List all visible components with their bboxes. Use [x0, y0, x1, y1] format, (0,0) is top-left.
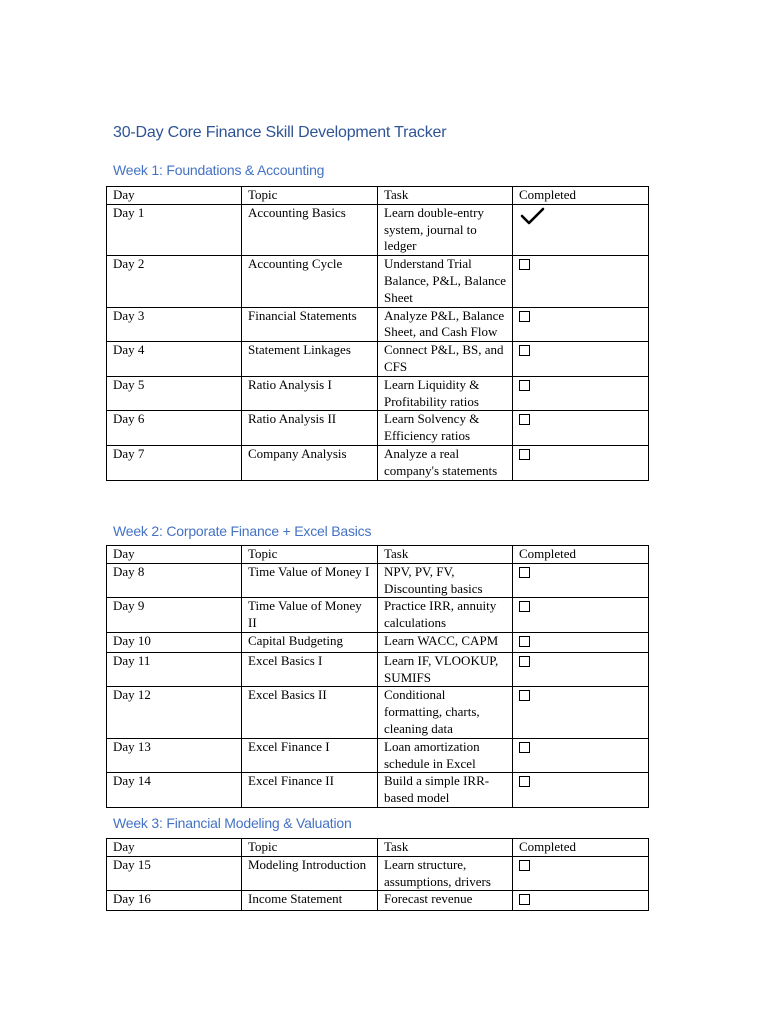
task-cell: Learn WACC, CAPM [378, 632, 513, 652]
table-row [107, 856, 649, 891]
document-title: 30-Day Core Finance Skill Development Tracker [113, 124, 447, 141]
topic-cell: Accounting Cycle [242, 256, 378, 307]
checkbox-icon[interactable] [519, 690, 530, 701]
column-header-task: Task [378, 839, 513, 857]
completed-cell [513, 204, 649, 255]
completed-cell [513, 563, 649, 598]
topic-cell: Excel Finance II [242, 773, 378, 808]
checkbox-icon[interactable] [519, 776, 530, 787]
table-row [107, 445, 649, 480]
topic-cell: Modeling Introduction [242, 856, 378, 891]
day-cell: Day 1 [107, 204, 242, 255]
day-cell: Day 5 [107, 376, 242, 411]
topic-cell: Company Analysis [242, 445, 378, 480]
table-row [107, 598, 649, 633]
day-cell: Day 6 [107, 411, 242, 446]
day-cell: Day 11 [107, 652, 242, 687]
completed-cell [513, 773, 649, 808]
checkbox-icon[interactable] [519, 311, 530, 322]
checkbox-icon[interactable] [519, 259, 530, 270]
topic-cell: Financial Statements [242, 307, 378, 342]
column-header-day: Day [107, 187, 242, 205]
day-cell: Day 14 [107, 773, 242, 808]
task-cell: Loan amortization schedule in Excel [378, 738, 513, 773]
completed-cell [513, 856, 649, 891]
table-row [107, 256, 649, 307]
week-3-heading: Week 3: Financial Modeling & Valuation [113, 815, 352, 831]
completed-cell [513, 598, 649, 633]
topic-cell: Excel Basics I [242, 652, 378, 687]
completed-cell [513, 342, 649, 377]
task-cell: Learn Solvency & Efficiency ratios [378, 411, 513, 446]
task-cell: Learn Liquidity & Profitability ratios [378, 376, 513, 411]
column-header-completed: Completed [513, 187, 649, 205]
table-row [107, 687, 649, 738]
completed-cell [513, 632, 649, 652]
completed-cell [513, 445, 649, 480]
checkbox-icon[interactable] [519, 860, 530, 871]
task-cell: NPV, PV, FV, Discounting basics [378, 563, 513, 598]
table-row [107, 204, 649, 255]
task-cell: Analyze a real company's statements [378, 445, 513, 480]
day-cell: Day 9 [107, 598, 242, 633]
week-2-heading: Week 2: Corporate Finance + Excel Basics [113, 523, 372, 539]
table-row [107, 891, 649, 911]
day-cell: Day 15 [107, 856, 242, 891]
checkbox-icon[interactable] [519, 414, 530, 425]
week-1-heading: Week 1: Foundations & Accounting [113, 162, 325, 178]
day-cell: Day 12 [107, 687, 242, 738]
topic-cell: Statement Linkages [242, 342, 378, 377]
completed-cell [513, 738, 649, 773]
task-cell: Practice IRR, annuity calculations [378, 598, 513, 633]
week-3-table [106, 838, 649, 911]
table-header-row [107, 546, 649, 564]
completed-cell [513, 891, 649, 911]
column-header-completed: Completed [513, 546, 649, 564]
table-row [107, 773, 649, 808]
checkbox-icon[interactable] [519, 380, 530, 391]
task-cell: Understand Trial Balance, P&L, Balance Sheet [378, 256, 513, 307]
task-cell: Build a simple IRR-based model [378, 773, 513, 808]
day-cell: Day 16 [107, 891, 242, 911]
week-1-table [106, 186, 649, 481]
day-cell: Day 3 [107, 307, 242, 342]
checkbox-icon[interactable] [519, 449, 530, 460]
task-cell: Connect P&L, BS, and CFS [378, 342, 513, 377]
task-cell: Learn structure, assumptions, drivers [378, 856, 513, 891]
table-row [107, 632, 649, 652]
topic-cell: Income Statement [242, 891, 378, 911]
day-cell: Day 2 [107, 256, 242, 307]
day-cell: Day 8 [107, 563, 242, 598]
completed-cell [513, 256, 649, 307]
topic-cell: Excel Basics II [242, 687, 378, 738]
column-header-day: Day [107, 839, 242, 857]
topic-cell: Ratio Analysis II [242, 411, 378, 446]
task-cell: Learn double-entry system, journal to ledger [378, 204, 513, 255]
day-cell: Day 13 [107, 738, 242, 773]
checkbox-icon[interactable] [519, 656, 530, 667]
checkmark-icon[interactable] [519, 206, 545, 231]
checkbox-icon[interactable] [519, 601, 530, 612]
topic-cell: Accounting Basics [242, 204, 378, 255]
topic-cell: Time Value of Money II [242, 598, 378, 633]
column-header-topic: Topic [242, 546, 378, 564]
topic-cell: Time Value of Money I [242, 563, 378, 598]
column-header-topic: Topic [242, 187, 378, 205]
completed-cell [513, 652, 649, 687]
completed-cell [513, 411, 649, 446]
column-header-day: Day [107, 546, 242, 564]
week-2-table [106, 545, 649, 808]
column-header-task: Task [378, 546, 513, 564]
table-header-row [107, 187, 649, 205]
table-row [107, 411, 649, 446]
day-cell: Day 7 [107, 445, 242, 480]
task-cell: Forecast revenue [378, 891, 513, 911]
day-cell: Day 4 [107, 342, 242, 377]
completed-cell [513, 307, 649, 342]
table-header-row [107, 839, 649, 857]
column-header-task: Task [378, 187, 513, 205]
task-cell: Analyze P&L, Balance Sheet, and Cash Flow [378, 307, 513, 342]
completed-cell [513, 687, 649, 738]
table-row [107, 376, 649, 411]
table-row [107, 342, 649, 377]
table-row [107, 738, 649, 773]
table-row [107, 563, 649, 598]
table-row [107, 652, 649, 687]
topic-cell: Capital Budgeting [242, 632, 378, 652]
column-header-completed: Completed [513, 839, 649, 857]
checkbox-icon[interactable] [519, 894, 530, 905]
completed-cell [513, 376, 649, 411]
task-cell: Learn IF, VLOOKUP, SUMIFS [378, 652, 513, 687]
topic-cell: Ratio Analysis I [242, 376, 378, 411]
column-header-topic: Topic [242, 839, 378, 857]
task-cell: Conditional formatting, charts, cleaning data [378, 687, 513, 738]
checkbox-icon[interactable] [519, 742, 530, 753]
table-row [107, 307, 649, 342]
checkbox-icon[interactable] [519, 636, 530, 647]
topic-cell: Excel Finance I [242, 738, 378, 773]
checkbox-icon[interactable] [519, 567, 530, 578]
checkbox-icon[interactable] [519, 345, 530, 356]
day-cell: Day 10 [107, 632, 242, 652]
